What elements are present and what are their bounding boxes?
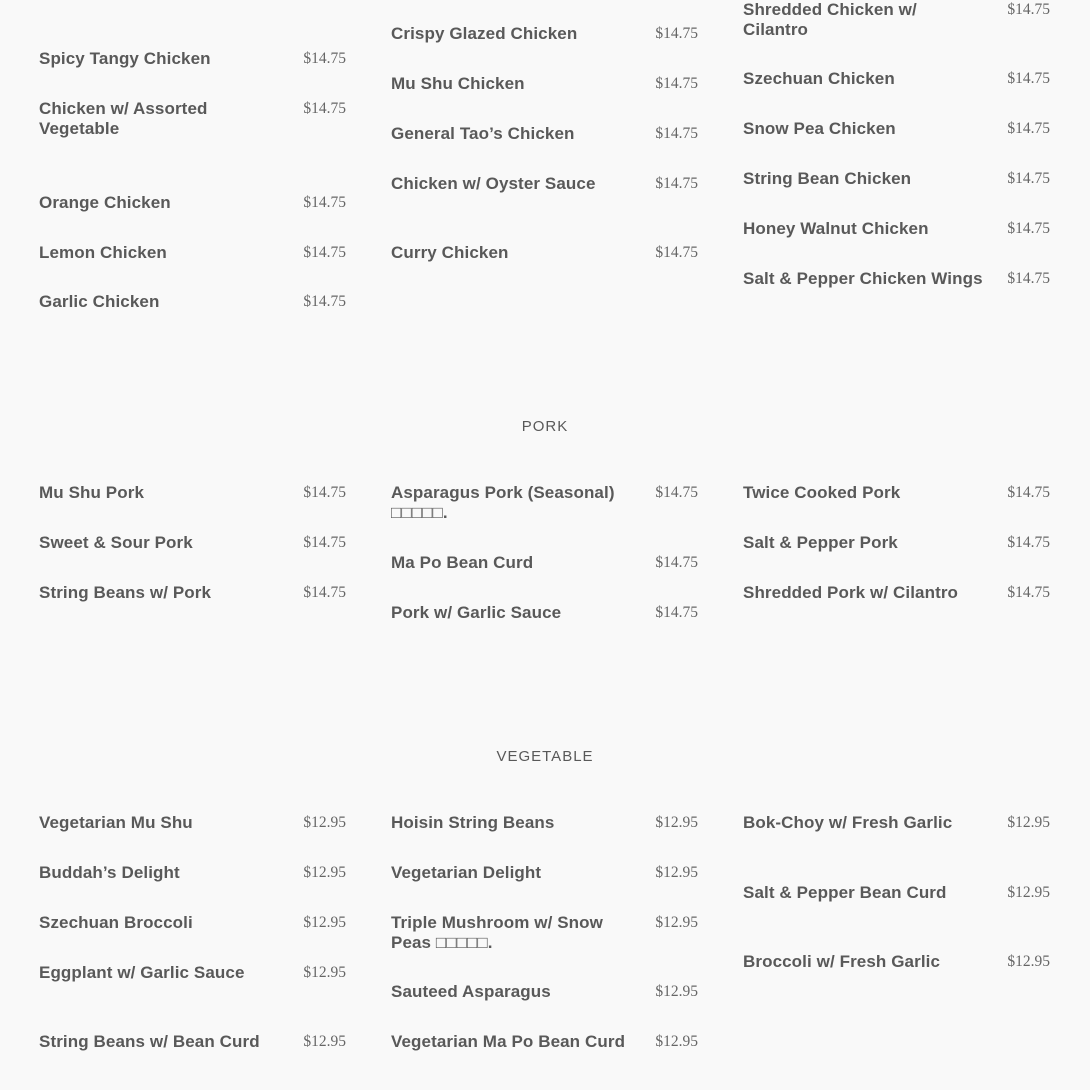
menu-item-name: Spicy Tangy Chicken bbox=[39, 49, 211, 68]
menu-item-name: General Tao’s Chicken bbox=[391, 124, 575, 143]
menu-item-price: $12.95 bbox=[303, 864, 346, 881]
menu-item bbox=[39, 99, 346, 139]
menu-item bbox=[39, 193, 346, 233]
menu-item-name: Honey Walnut Chicken bbox=[743, 219, 929, 238]
menu-item bbox=[743, 952, 1050, 992]
menu-item-price: $12.95 bbox=[655, 1033, 698, 1050]
menu-item bbox=[743, 169, 1050, 209]
menu-item bbox=[391, 483, 698, 523]
menu-item-price: $14.75 bbox=[655, 244, 698, 261]
menu-item bbox=[39, 533, 346, 573]
menu-item-name: Chicken w/ Assorted Vegetable bbox=[39, 99, 208, 138]
menu-item-name: Eggplant w/ Garlic Sauce bbox=[39, 963, 245, 982]
menu-item bbox=[743, 483, 1050, 523]
menu-item-name: Garlic Chicken bbox=[39, 292, 160, 311]
menu-item-name: Vegetarian Delight bbox=[391, 863, 542, 882]
menu-item-price: $14.75 bbox=[1007, 220, 1050, 237]
menu-item-name: Asparagus Pork (Seasonal) □□□□□. bbox=[391, 483, 615, 522]
menu-item-name: String Beans w/ Bean Curd bbox=[39, 1032, 260, 1051]
menu-item bbox=[743, 119, 1050, 159]
menu-item-price: $14.75 bbox=[1007, 534, 1050, 551]
menu-item-name: Crispy Glazed Chicken bbox=[391, 24, 578, 43]
menu-item bbox=[391, 813, 698, 853]
menu-item-price: $14.75 bbox=[655, 25, 698, 42]
menu-item bbox=[743, 583, 1050, 623]
menu-item-name: Broccoli w/ Fresh Garlic bbox=[743, 952, 941, 971]
menu-item bbox=[391, 174, 698, 214]
menu-item bbox=[743, 219, 1050, 259]
menu-item-name: Shredded Chicken w/ Cilantro bbox=[743, 0, 917, 39]
menu-item-price: $12.95 bbox=[303, 914, 346, 931]
menu-item bbox=[743, 69, 1050, 109]
menu-item-price: $14.75 bbox=[303, 100, 346, 117]
menu-item-name: Orange Chicken bbox=[39, 193, 171, 212]
menu-item bbox=[39, 243, 346, 283]
menu-item-price: $14.75 bbox=[655, 554, 698, 571]
menu-item bbox=[39, 49, 346, 89]
menu-item bbox=[391, 243, 698, 283]
menu-item bbox=[391, 24, 698, 64]
menu-item-name: String Bean Chicken bbox=[743, 169, 912, 188]
menu-item-name: Lemon Chicken bbox=[39, 243, 167, 262]
menu-item-price: $14.75 bbox=[303, 194, 346, 211]
menu-item-price: $14.75 bbox=[655, 125, 698, 142]
menu-item bbox=[391, 553, 698, 593]
menu-item-name: Sauteed Asparagus bbox=[391, 982, 551, 1001]
menu-item bbox=[39, 913, 346, 953]
menu-item bbox=[391, 603, 698, 643]
menu-item-name: Ma Po Bean Curd bbox=[391, 553, 534, 572]
menu-item-price: $12.95 bbox=[655, 814, 698, 831]
menu-item bbox=[39, 863, 346, 903]
menu-item-price: $14.75 bbox=[303, 584, 346, 601]
menu-item-name: Mu Shu Pork bbox=[39, 483, 144, 502]
menu-item-price: $14.75 bbox=[655, 484, 698, 501]
menu-item-name: Triple Mushroom w/ Snow Peas □□□□□. bbox=[391, 913, 603, 952]
menu-item bbox=[391, 124, 698, 164]
menu-item-price: $14.75 bbox=[655, 175, 698, 192]
menu-item bbox=[391, 913, 698, 953]
menu-item-name: Pork w/ Garlic Sauce bbox=[391, 603, 562, 622]
menu-item bbox=[743, 813, 1050, 853]
menu-item bbox=[391, 1032, 698, 1072]
menu-item-price: $12.95 bbox=[1007, 814, 1050, 831]
menu-item-price: $14.75 bbox=[1007, 1, 1050, 18]
section-title-vegetable: VEGETABLE bbox=[496, 748, 594, 765]
menu-item bbox=[39, 1032, 346, 1072]
menu-item-name: Salt & Pepper Pork bbox=[743, 533, 898, 552]
menu-item-name: Vegetarian Ma Po Bean Curd bbox=[391, 1032, 626, 1051]
menu-item-name: Hoisin String Beans bbox=[391, 813, 555, 832]
menu-item-price: $12.95 bbox=[655, 983, 698, 1000]
section-title-pork: PORK bbox=[521, 418, 569, 435]
menu-item-price: $14.75 bbox=[303, 293, 346, 310]
menu-item-name: Szechuan Broccoli bbox=[39, 913, 193, 932]
menu-item-price: $12.95 bbox=[303, 964, 346, 981]
menu-item-name: Twice Cooked Pork bbox=[743, 483, 901, 502]
menu-item-name: Buddah’s Delight bbox=[39, 863, 180, 882]
menu-item-price: $14.75 bbox=[1007, 120, 1050, 137]
menu-item-price: $14.75 bbox=[1007, 170, 1050, 187]
menu-item bbox=[39, 583, 346, 623]
menu-item bbox=[39, 963, 346, 1003]
menu-item bbox=[391, 74, 698, 114]
menu-item bbox=[743, 883, 1050, 923]
menu-item-price: $14.75 bbox=[303, 244, 346, 261]
menu-item-price: $14.75 bbox=[655, 75, 698, 92]
menu-item-price: $14.75 bbox=[303, 50, 346, 67]
menu-item bbox=[391, 982, 698, 1022]
menu-item-price: $12.95 bbox=[1007, 953, 1050, 970]
menu-item-price: $14.75 bbox=[303, 484, 346, 501]
menu-item bbox=[391, 863, 698, 903]
menu-item-name: Vegetarian Mu Shu bbox=[39, 813, 193, 832]
menu-item-price: $12.95 bbox=[655, 864, 698, 881]
menu-item-name: Szechuan Chicken bbox=[743, 69, 895, 88]
menu-item-price: $12.95 bbox=[655, 914, 698, 931]
menu-item-name: Snow Pea Chicken bbox=[743, 119, 896, 138]
menu-item bbox=[743, 0, 1050, 40]
menu-item bbox=[39, 483, 346, 523]
menu-item-name: Sweet & Sour Pork bbox=[39, 533, 193, 552]
menu-item bbox=[39, 813, 346, 853]
menu-item-name: Bok-Choy w/ Fresh Garlic bbox=[743, 813, 953, 832]
menu-item-name: String Beans w/ Pork bbox=[39, 583, 212, 602]
menu-item-price: $12.95 bbox=[303, 814, 346, 831]
menu-item-name: Shredded Pork w/ Cilantro bbox=[743, 583, 959, 602]
menu-item bbox=[39, 292, 346, 332]
menu-item-price: $14.75 bbox=[655, 604, 698, 621]
menu-item-price: $14.75 bbox=[1007, 584, 1050, 601]
menu-item-price: $12.95 bbox=[303, 1033, 346, 1050]
menu-item-price: $14.75 bbox=[303, 534, 346, 551]
menu-item-price: $12.95 bbox=[1007, 884, 1050, 901]
menu-item-name: Mu Shu Chicken bbox=[391, 74, 525, 93]
menu-item bbox=[743, 533, 1050, 573]
menu-item-name: Salt & Pepper Chicken Wings bbox=[743, 269, 983, 288]
menu-item-price: $14.75 bbox=[1007, 70, 1050, 87]
menu-item-price: $14.75 bbox=[1007, 270, 1050, 287]
menu-item-name: Chicken w/ Oyster Sauce bbox=[391, 174, 596, 193]
menu-item-name: Salt & Pepper Bean Curd bbox=[743, 883, 947, 902]
menu-item-name: Curry Chicken bbox=[391, 243, 509, 262]
menu-item bbox=[743, 269, 1050, 309]
menu-item-price: $14.75 bbox=[1007, 484, 1050, 501]
